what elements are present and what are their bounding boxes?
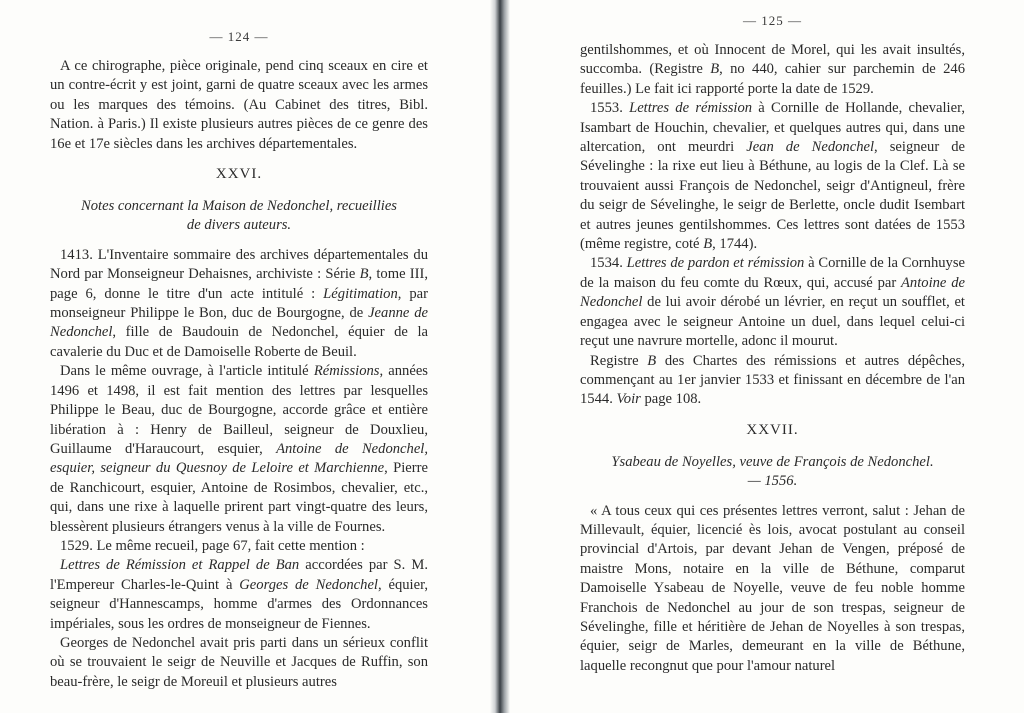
section-number-xxvii: XXVII. xyxy=(746,421,799,438)
text-segment: , seigneur de Sévelinghe : la rixe eut lieu à Béthune, au logis de la Clef. Là se trouvaient aussi François de Nedonchel, seigr d'Antigneul, frère du seigr de Sévelinghe, le seigr de Berlette, oncle dudit Isembart et autres jeunes gentilshommes. Ces lettres sont datées de 1553 (même registre, coté xyxy=(580,139,965,253)
text-segment: accordées par S. M. l'Empereur Charles-le-Quint à xyxy=(50,557,428,593)
paragraph-r3 xyxy=(580,254,965,351)
text-segment: à Cornille de Hollande, chevalier, Isambart de Houchin, chevalier, et quelques autres qui, dans une altercation, ont meurdri xyxy=(580,100,965,156)
left-paragraphs-before xyxy=(50,57,428,154)
paragraph-p6 xyxy=(50,634,428,692)
text-segment: Antoine de Nedonchel xyxy=(580,274,965,311)
page-number-left: — 124 — xyxy=(209,29,269,44)
text-segment: , 1744). xyxy=(712,236,758,253)
right-paragraphs-before xyxy=(580,41,965,410)
text-segment: Lettres de Rémission et Rappel de Ban xyxy=(60,557,300,574)
text-segment: Antoine de Nedonchel, esquier, seigneur du Quesnoy de Leloire et Marchienne xyxy=(50,440,428,477)
right-paragraphs-after xyxy=(580,502,965,677)
text-segment: de lui avoir dérobé un lévrier, en reçut un soufflet, et engagea avec le seigneur Antoine un duel, dans lequel celui-ci reçut une navrure mortelle, adonc il mourut. xyxy=(580,294,965,350)
text-segment: , années 1496 et 1498, il est fait mention des lettres par lesquelles Philippe le Beau, duc de Bourgogne, accorde grâce et entière libération à : Henry de Bailleul, seigneur de Douxlieu, Guillaume d'Haraucourt, esquier, xyxy=(50,363,428,457)
text-segment: 1534. xyxy=(590,255,627,272)
right-text-block xyxy=(580,11,965,676)
page-number-right: — 125 — xyxy=(743,13,802,28)
text-segment: B xyxy=(710,61,720,78)
left-text-block xyxy=(50,27,428,692)
text-segment: , fille de Baudouin de Nedonchel, équier de la cavalerie du Duc et de Damoiselle Roberte de Beuil. xyxy=(50,324,428,360)
text-segment: Jeanne de Nedonchel xyxy=(50,305,428,341)
text-segment: B xyxy=(703,236,713,253)
paragraph-p2 xyxy=(50,246,428,362)
text-segment: Registre xyxy=(590,352,648,369)
text-segment: Dans le même ouvrage, à l'article intitulé xyxy=(60,363,314,380)
paragraph-p3 xyxy=(50,362,428,537)
text-segment: , par monseigneur Philippe le Bon, duc de Bourgogne, de xyxy=(50,285,428,322)
left-paragraphs-after xyxy=(50,246,428,692)
text-segment: « A tous ceux qui ces présentes lettres verront, salut : Jehan de Millevault, équier, licencié ès lois, avocat postulant au conseil provincial d'Artois, par devant Jehan de Vengen, préposé de maistre Mons, notaire en la ville de Béthune, comparut Damoiselle Ysabeau de Noyelle, veuve de feu noble homme Franchois de Nedonchel au jour de son trespas, seigneur de Sévelinghe, fille et héritière de Jehan de Noyelles à son trespas, équier, seigr de Marles, demeurant en la ville de Béthune, laquelle recongnut que pour l'amour naturel xyxy=(580,502,965,674)
text-segment: Voir xyxy=(616,391,641,408)
text-segment: Lettres de rémission xyxy=(629,100,753,117)
text-segment: , Pierre de Ranchicourt, esquier, Antoine de Rosimbos, chevalier, etc., qui, dans une rixe à laquelle prirent part vingt-quatre des leurs, blessèrent plusieurs étrangers venus à la ville de Fournes. xyxy=(50,460,428,535)
right-page xyxy=(508,0,1024,713)
paragraph-r1 xyxy=(580,41,965,99)
paragraph-r5 xyxy=(580,502,965,677)
section-title-xxvii: Ysabeau de Noyelles, veuve de François de Nedonchel. — 1556. xyxy=(611,453,934,490)
text-segment: 1529. Le même recueil, page 67, fait cette mention : xyxy=(60,537,365,554)
text-segment: 1413. L'Inventaire sommaire des archives départementales du Nord par Monseigneur Dehaisnes, archiviste : Série xyxy=(50,246,428,283)
text-segment: Lettres de pardon et rémission xyxy=(626,255,805,272)
text-segment: A ce chirographe, pièce originale, pend cinq sceaux en cire et un contre-écrit y est joint, garni de quatre sceaux avec les armes ou les marques des témoins. (Au Cabinet des titres, Bibl. Nation. à Paris.) Il existe plusieurs autres pièces de ce genre des 16e et 17e siècles dans les archives départementales. xyxy=(50,58,428,152)
text-segment: Georges de Nedonchel xyxy=(239,576,378,593)
text-segment: 1553. xyxy=(590,100,630,117)
text-segment: Légitimation xyxy=(323,285,398,302)
text-segment: B xyxy=(647,352,657,369)
text-segment: , équier, seigneur d'Hannescamps, homme d'armes des Ordonnances impériales, sous les ordres de monseigneur de Fiennes. xyxy=(50,576,429,632)
text-segment: page 108. xyxy=(640,391,702,408)
paragraph-p1 xyxy=(50,57,428,154)
text-segment: B xyxy=(359,266,369,283)
text-segment: gentilshommes, et où Innocent de Morel, qui les avait insultés, succomba. (Registre xyxy=(580,42,965,78)
section-title-xxvi: Notes concernant la Maison de Nedonchel, recueillies de divers auteurs. xyxy=(81,198,397,234)
paragraph-p5 xyxy=(50,556,428,634)
text-segment: , no 440, cahier sur parchemin de 246 feuilles.) Le fait ici rapporté porte la date de 1529. xyxy=(580,61,965,97)
book-gutter xyxy=(490,0,510,713)
text-segment: des Chartes des rémissions et autres dépêches, commençant au 1er janvier 1533 et finissant en décembre de l'an 1544. xyxy=(580,352,965,408)
text-segment: Georges de Nedonchel avait pris parti dans un sérieux conflit où se trouvaient le seigr de Neuville et Jacques de Ruffin, son beau-frère, le seigr de Moreuil et plusieurs autres xyxy=(50,634,428,690)
paragraph-r2 xyxy=(580,99,965,254)
text-segment: à Cornille de la Cornhuyse de la maison du feu comte du Rœux, qui, accusé par xyxy=(580,255,966,291)
text-segment: , tome III, page 6, donne le titre d'un acte intitulé : xyxy=(50,266,428,302)
paragraph-r4 xyxy=(580,352,965,410)
section-number-xxvi: XXVI. xyxy=(215,166,263,183)
text-segment: Rémissions xyxy=(313,363,380,380)
left-page xyxy=(0,0,494,713)
paragraph-p4 xyxy=(50,537,428,556)
text-segment: Jean de Nedonchel xyxy=(746,139,875,156)
